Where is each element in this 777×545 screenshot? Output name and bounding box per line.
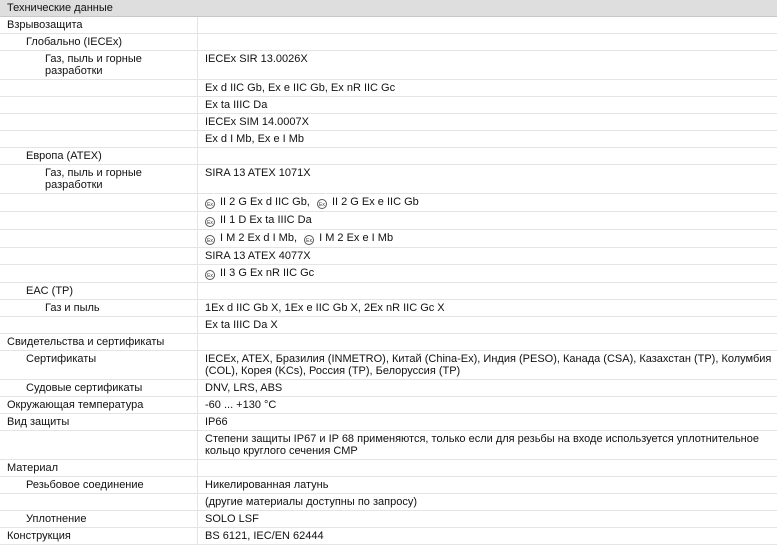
table-row [0, 131, 777, 148]
row-label: Взрывозащита [0, 17, 198, 34]
row-label [0, 131, 198, 148]
row-value: DNV, LRS, ABS [198, 380, 777, 397]
row-value: IECEx, ATEX, Бразилия (INMETRO), Китай (China-Ex), Индия (PESO), Канада (CSA), Казахстан (TP), Колумбия (COL), Корея (KCs), Россия (TP), Белоруссия (TP) [198, 351, 777, 380]
row-value [198, 212, 777, 230]
ex-marking-icon: Ex [304, 235, 314, 245]
row-value [198, 34, 777, 51]
row-label: Материал [0, 460, 198, 477]
row-label: Судовые сертификаты [0, 380, 198, 397]
table-row [0, 165, 777, 194]
ex-marking-icon: Ex [205, 217, 215, 227]
table-row [0, 194, 777, 212]
value-part: II 3 G Ex nR IIC Gc [220, 267, 314, 279]
ex-marking-icon: Ex [205, 199, 215, 209]
table-row [0, 380, 777, 397]
row-label: Глобально (IECEx) [0, 34, 198, 51]
row-label: EAC (TP) [0, 283, 198, 300]
row-value: Ex ta IIIC Da X [198, 317, 777, 334]
row-value: BS 6121, IEC/EN 62444 [198, 528, 777, 545]
table-row [0, 317, 777, 334]
row-value [198, 230, 777, 248]
row-value: Ex d IIC Gb, Ex e IIC Gb, Ex nR IIC Gc [198, 80, 777, 97]
row-label [0, 230, 198, 248]
row-label: Европа (ATEX) [0, 148, 198, 165]
row-label: Конструкция [0, 528, 198, 545]
table-row [0, 283, 777, 300]
row-value: 1Ex d IIC Gb X, 1Ex e IIC Gb X, 2Ex nR IIC Gc X [198, 300, 777, 317]
row-value: IECEx SIR 13.0026X [198, 51, 777, 80]
table-row [0, 230, 777, 248]
ex-marking-icon: Ex [205, 270, 215, 280]
ex-marking-icon: Ex [317, 199, 327, 209]
row-value [198, 283, 777, 300]
table-row [0, 494, 777, 511]
row-label [0, 494, 198, 511]
value-part: II 2 G Ex d IIC Gb, [220, 196, 310, 208]
row-label: Свидетельства и сертификаты [0, 334, 198, 351]
row-label: Сертификаты [0, 351, 198, 380]
ex-marking-icon: Ex [205, 235, 215, 245]
table-row [0, 114, 777, 131]
row-label: Вид защиты [0, 414, 198, 431]
row-label [0, 97, 198, 114]
value-part: II 1 D Ex ta IIIC Da [220, 214, 312, 226]
row-value [198, 148, 777, 165]
row-value: Степени защиты IP67 и IP 68 применяются, только если для резьбы на входе используется уплотнительное кольцо круглого сечения CMP [198, 431, 777, 460]
row-value: -60 ... +130 °C [198, 397, 777, 414]
row-label [0, 80, 198, 97]
table-row [0, 148, 777, 165]
row-value: SOLO LSF [198, 511, 777, 528]
table-row [0, 334, 777, 351]
row-label [0, 317, 198, 334]
table-row [0, 414, 777, 431]
table-row [0, 17, 777, 34]
row-value: Ex d I Mb, Ex e I Mb [198, 131, 777, 148]
row-value: IP66 [198, 414, 777, 431]
value-part: I M 2 Ex d I Mb, [220, 232, 297, 244]
table-row [0, 351, 777, 380]
table-row [0, 80, 777, 97]
row-value [198, 265, 777, 283]
table-row [0, 397, 777, 414]
table-row [0, 248, 777, 265]
table-row [0, 511, 777, 528]
row-label: Резьбовое соединение [0, 477, 198, 494]
row-value: Никелированная латунь [198, 477, 777, 494]
row-value: (другие материалы доступны по запросу) [198, 494, 777, 511]
row-value: Ex ta IIIC Da [198, 97, 777, 114]
table-row [0, 528, 777, 545]
row-label [0, 265, 198, 283]
table-row [0, 431, 777, 460]
row-label: Газ, пыль и горные разработки [0, 51, 198, 80]
row-label: Газ и пыль [0, 300, 198, 317]
table-row [0, 265, 777, 283]
row-value [198, 334, 777, 351]
row-label [0, 212, 198, 230]
table-row [0, 34, 777, 51]
row-value: SIRA 13 ATEX 4077X [198, 248, 777, 265]
row-value: IECEx SIM 14.0007X [198, 114, 777, 131]
spec-table [0, 17, 777, 545]
row-label [0, 431, 198, 460]
row-label: Уплотнение [0, 511, 198, 528]
row-label [0, 248, 198, 265]
table-row [0, 477, 777, 494]
section-header [0, 0, 777, 17]
value-part: II 2 G Ex e IIC Gb [332, 196, 419, 208]
row-value [198, 460, 777, 477]
table-row [0, 97, 777, 114]
row-label: Окружающая температура [0, 397, 198, 414]
row-label [0, 114, 198, 131]
table-row [0, 460, 777, 477]
row-value [198, 194, 777, 212]
table-row [0, 212, 777, 230]
row-value: SIRA 13 ATEX 1071X [198, 165, 777, 194]
row-label: Газ, пыль и горные разработки [0, 165, 198, 194]
row-value [198, 17, 777, 34]
table-row [0, 300, 777, 317]
row-label [0, 194, 198, 212]
value-part: I M 2 Ex e I Mb [319, 232, 393, 244]
section-title: Технические данные [7, 2, 113, 14]
table-row [0, 51, 777, 80]
